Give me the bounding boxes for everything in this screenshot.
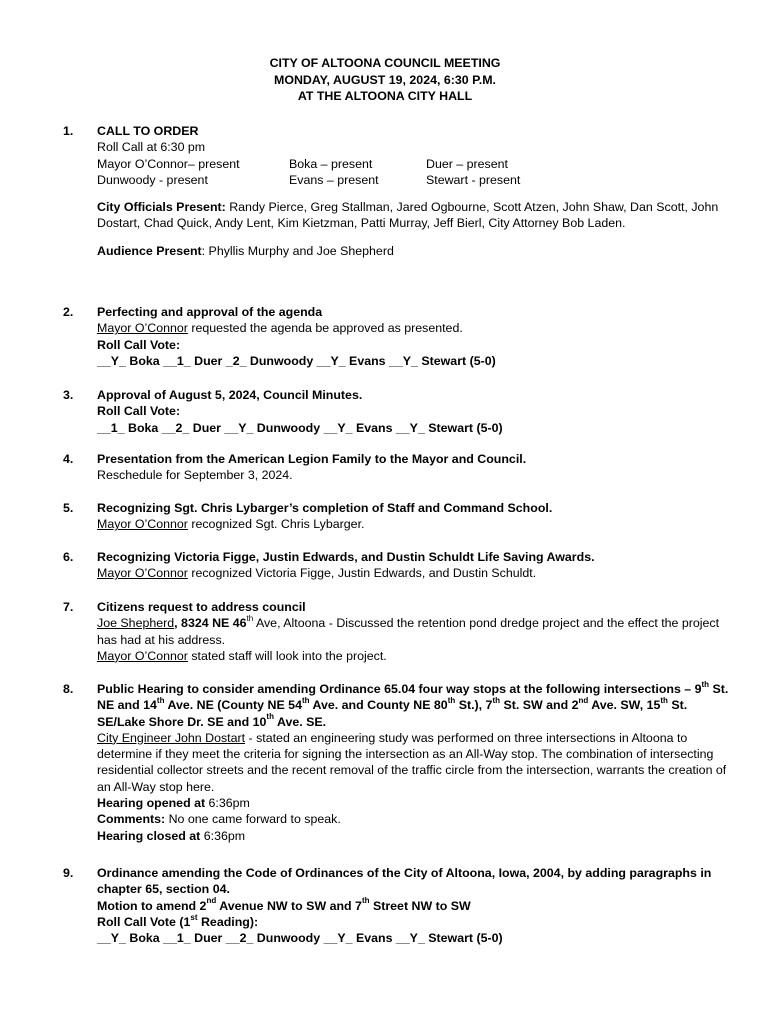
item-number: 5. — [63, 501, 74, 515]
attendance-cell: Stewart - present — [426, 172, 521, 187]
header-line-1: CITY OF ALTOONA COUNCIL MEETING — [269, 56, 501, 70]
title-part: Ave. NE (County NE 54 — [164, 698, 302, 713]
hearing-opened-time: 6:36pm — [205, 796, 250, 811]
motion-text — [97, 898, 733, 914]
attendance-grid — [97, 156, 733, 189]
speaker-name: Mayor O’Connor — [97, 648, 188, 663]
item-number: 7. — [63, 600, 74, 614]
comments-label: Comments: — [97, 812, 166, 827]
roll-call-vote: __1_ Boka __2_ Duer __Y_ Dunwoody __Y_ Evans __Y_ Stewart (5-0) — [97, 420, 503, 435]
vote-label: Roll Call Vote: — [97, 404, 181, 419]
header-line-2: MONDAY, AUGUST 19, 2024, 6:30 P.M. — [274, 72, 496, 87]
hearing-closed-label: Hearing closed at — [97, 828, 201, 843]
audience-text: : Phyllis Murphy and Joe Shepherd — [201, 243, 394, 258]
attendance-cell: Boka – present — [289, 156, 373, 171]
item-title: Recognizing Sgt. Chris Lybarger’s completion of Staff and Command School. — [97, 501, 553, 515]
item-number: 6. — [63, 550, 74, 564]
header-line-3: AT THE ALTOONA CITY HALL — [297, 89, 473, 103]
ordinal-suffix: th — [361, 896, 370, 906]
item-text: stated staff will look into the project. — [187, 648, 387, 663]
roll-call-time: Roll Call at 6:30 pm — [97, 140, 206, 155]
item-text: Reschedule for September 3, 2024. — [97, 468, 293, 483]
vote-label-part: Roll Call Vote (1 — [97, 914, 191, 929]
attendance-cell: Dunwoody - present — [97, 172, 208, 187]
ordinal-suffix: nd — [206, 896, 217, 906]
item-number: 8. — [63, 682, 74, 696]
item-number: 2. — [63, 305, 74, 319]
motion-part: Street NW to SW — [369, 898, 471, 913]
title-part: St. SW and 2 — [500, 698, 579, 713]
title-part: St. SE/Lake Shore Dr. SE and 10 — [97, 698, 688, 729]
attendance-cell: Mayor O’Connor– present — [97, 156, 240, 171]
ordinal-suffix: th — [447, 696, 456, 706]
motion-part: Avenue NW to SW and 7 — [216, 898, 362, 913]
ordinal-suffix: st — [190, 912, 198, 922]
item-text: recognized Victoria Figge, Justin Edwards, and Dustin Schuldt. — [187, 566, 537, 581]
speaker-name: Mayor O’Connor — [97, 321, 188, 336]
speaker-name: Mayor O’Connor — [97, 566, 188, 581]
item-title: Presentation from the American Legion Family to the Mayor and Council. — [97, 452, 527, 466]
vote-label: Roll Call Vote: — [97, 337, 181, 352]
item-number: 1. — [63, 124, 74, 138]
item-title: Citizens request to address council — [97, 600, 306, 614]
speaker-name: City Engineer John Dostart — [97, 730, 246, 745]
hearing-opened-label: Hearing opened at — [97, 796, 206, 811]
title-part: St. NE and 14 — [97, 682, 729, 713]
officials-present — [97, 199, 733, 232]
item-text: , Altoona - Discussed the retention pond dredge project and the effect the project has had at his address. — [97, 616, 720, 647]
title-part: Public Hearing to consider amending Ordinance 65.04 four way stops at the following intersections – 9 — [97, 682, 702, 696]
ordinal-suffix: th — [266, 712, 274, 722]
speaker-name: Mayor O’Connor — [97, 517, 188, 532]
officials-label: City Officials Present: — [97, 200, 226, 215]
address-part: , 8324 NE 46 — [174, 616, 247, 631]
roll-call-vote: __Y_ Boka __1_ Duer __2_ Dunwoody __Y_ Evans __Y_ Stewart (5-0) — [97, 931, 503, 946]
meeting-header — [0, 55, 770, 105]
item-title: Ordinance amending the Code of Ordinances of the City of Altoona, Iowa, 2004, by adding paragraphs in chapter 65, section 04. — [97, 866, 712, 897]
item-title: Recognizing Victoria Figge, Justin Edwards, and Dustin Schuldt Life Saving Awards. — [97, 550, 595, 564]
item-title: CALL TO ORDER — [97, 124, 199, 138]
item-text: requested the agenda be approved as presented. — [187, 321, 463, 336]
ordinal-suffix: th — [701, 679, 710, 689]
hearing-closed-time: 6:36pm — [200, 828, 246, 843]
attendance-cell: Duer – present — [426, 156, 508, 171]
ordinal-suffix: nd — [578, 696, 589, 706]
item-number: 3. — [63, 388, 74, 402]
item-text: recognized Sgt. Chris Lybarger. — [187, 517, 365, 532]
title-part: St.), 7 — [455, 698, 493, 713]
item-text: - stated an engineering study was performed on three intersections in Altoona to determine if they meet the criteria for signing the intersection as an All-Way stop. The combination of intersecting residential collector streets and the recent removal of the traffic circle from the intersection, warrants the creation of an All-Way stop here. — [97, 730, 727, 794]
officials-text: Randy Pierce, Greg Stallman, Jared Ogbourne, Scott Atzen, John Shaw, Dan Scott, John Dostart, Chad Quick, Andy Lent, Kim Kietzman, Patti Murray, Jeff Bierl, City Attorney Bob Laden. — [97, 200, 719, 231]
roll-call-vote: __Y_ Boka __1_ Duer _2_ Dunwoody __Y_ Evans __Y_ Stewart (5-0) — [97, 353, 496, 368]
attendance-cell: Evans – present — [289, 172, 379, 187]
motion-part: Motion to amend 2 — [97, 898, 207, 913]
item-title — [97, 681, 733, 730]
comments-text: No one came forward to speak. — [165, 812, 341, 827]
audience-present — [97, 243, 733, 259]
vote-label — [97, 914, 733, 930]
item-number: 9. — [63, 866, 74, 880]
item-title: Perfecting and approval of the agenda — [97, 305, 323, 319]
address-part: Ave — [253, 616, 278, 631]
ordinal-suffix: th — [492, 696, 501, 706]
title-part: Ave. SW, 15 — [588, 698, 661, 713]
audience-label: Audience Present — [97, 243, 202, 258]
title-part: Ave. and County NE 80 — [309, 698, 448, 713]
title-part: Ave. SE. — [273, 714, 327, 729]
ordinal-suffix: th — [660, 696, 668, 706]
item-title: Approval of August 5, 2024, Council Minutes. — [97, 388, 363, 402]
ordinal-suffix: th — [301, 696, 310, 706]
ordinal-suffix: th — [246, 614, 254, 624]
item-number: 4. — [63, 452, 74, 466]
speaker-name: Joe Shepherd — [97, 616, 175, 631]
ordinal-suffix: th — [156, 696, 165, 706]
vote-label-part: Reading): — [197, 914, 259, 929]
